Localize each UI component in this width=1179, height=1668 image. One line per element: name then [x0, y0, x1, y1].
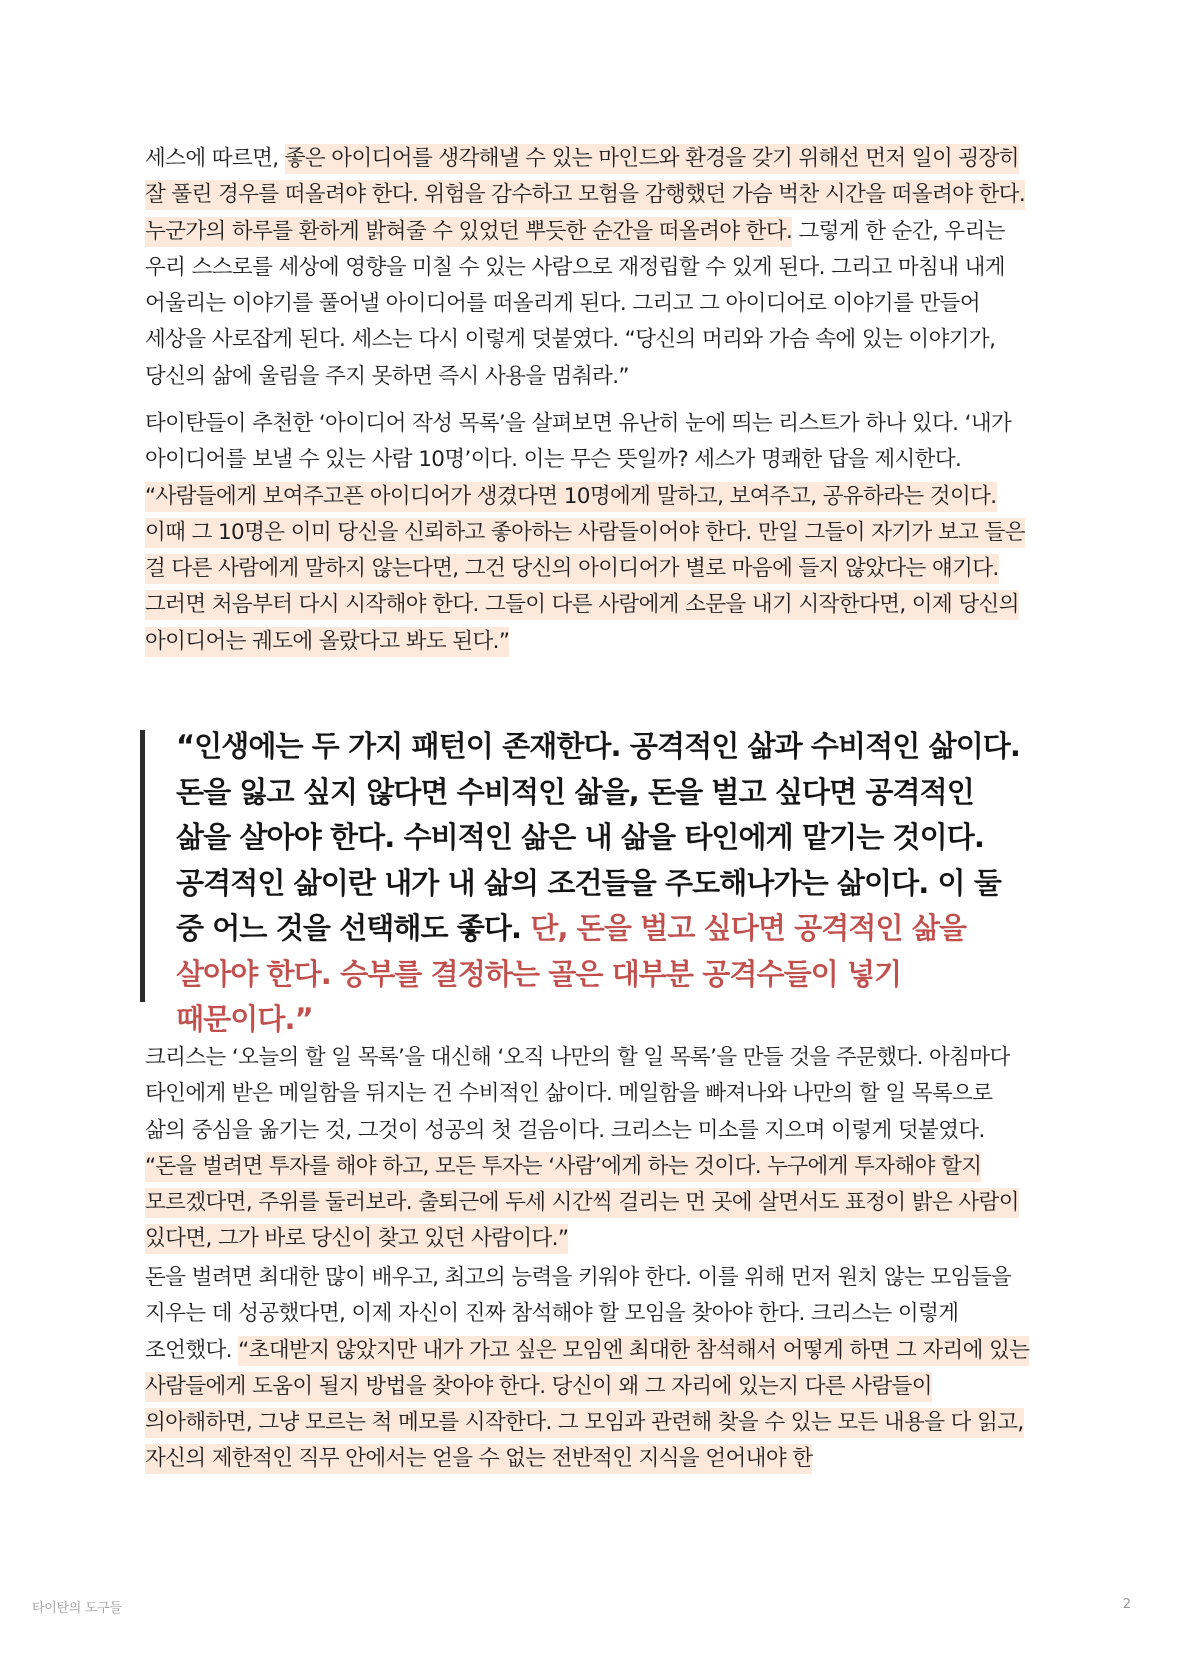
- paragraph-text: 돈을 벌려면 최대한 많이 배우고, 최고의 능력을 키워야 한다. 이를 위해 먼저 원치 않는 모임들을 지우는 데 성공했다면, 이제 자신이 진짜 참석해야 할 모임을 찾아야 한다. 크리스는 이렇게 조언했다.: [145, 1265, 1012, 1363]
- quote-bar: [140, 730, 145, 1002]
- pull-quote: [140, 729, 1040, 1036]
- paragraph-todo-list: [145, 1040, 1035, 1258]
- page-number: 2: [1122, 1597, 1131, 1612]
- highlighted-text: 좋은 아이디어를 생각해낼 수 있는 마인드와 환경을 갖기 위해선 먼저 일이 굉장히 잘 풀린 경우를 떠올려야 한다. 위험을 감수하고 모험을 감행했던 가슴 벅찬 시간을 떠올려야 한다. 누군가의 하루를 환하게 밝혀줄 수 있었던 뿌듯한 순간을 떠올려야 한다.: [145, 144, 1025, 247]
- paragraph-text: 세스에 따르면,: [145, 146, 285, 171]
- paragraph-text: 타이탄들이 추천한 ‘아이디어 작성 목록’을 살펴보면 유난히 눈에 띄는 리스트가 하나 있다. ‘내가 아이디어를 보낼 수 있는 사람 10명’이다. 이는 무슨 뜻일까? 세스가 명쾌한 답을 제시한다.: [145, 411, 1012, 473]
- highlighted-text: “사람들에게 보여주고픈 아이디어가 생겼다면 10명에게 말하고, 보여주고, 공유하라는 것이다. 이때 그 10명은 이미 당신을 신뢰하고 좋아하는 사람들이어야 한다. 만일 그들이 자기가 보고 들은 걸 다른 사람에게 말하지 않는다면, 그건 당신의 아이디어가 별로 마음에 들지 않았다는 얘기다. 그러면 처음부터 다시 시작해야 한다. 그들이 다른 사람에게 소문을 내기 시작한다면, 이제 당신의 아이디어는 궤도에 올랐다고 봐도 된다.”: [145, 482, 1025, 657]
- quote-accent-text: 단, 돈을 벌고 싶다면 공격적인 삶을 살아야 한다. 승부를 결정하는 골은 대부분 공격수들이 넣기 때문이다.”: [176, 911, 967, 1036]
- paragraph-seth-ideas: [145, 141, 1035, 395]
- highlighted-text: “초대받지 않았지만 내가 가고 싶은 모임엔 최대한 참석해서 어떻게 하면 그 자리에 있는 사람들에게 도움이 될지 방법을 찾아야 한다. 당신이 왜 그 자리에 있는지 다른 사람들이 의아해하면, 그냥 모르는 척 메모를 시작한다. 그 모임과 관련해 찾을 수 있는 모든 내용을 다 읽고, 자신의 제한적인 직무 안에서는 얻을 수 없는 전반적인 지식을 얻어내야 한: [145, 1336, 1029, 1475]
- highlighted-text: “돈을 벌려면 투자를 해야 하고, 모든 투자는 ‘사람’에게 하는 것이다. 누구에게 투자해야 할지 모르겠다면, 주위를 둘러보라. 출퇴근에 두세 시간씩 걸리는 먼 곳에 살면서도 표정이 밝은 사람이 있다면, 그가 바로 당신이 찾고 있던 사람이다.”: [145, 1152, 1019, 1255]
- quote-main-text: “인생에는 두 가지 패턴이 존재한다. 공격적인 삶과 수비적인 삶이다. 돈을 잃고 싶지 않다면 수비적인 삶을, 돈을 벌고 싶다면 공격적인 삶을 살아야 한다. 수비적인 삶은 내 삶을 타인에게 맡기는 것이다. 공격적인 삶이란 내가 내 삶의 조건들을 주도해나가는 삶이다. 이 둘 중 어느 것을 선택해도 좋다.: [176, 729, 1021, 945]
- paragraph-text: 그렇게 한 순간, 우리는 우리 스스로를 세상에 영향을 미칠 수 있는 사람으로 재정립할 수 있게 된다. 그리고 마침내 내게 어울리는 이야기를 풀어낼 아이디어를 떠올리게 된다. 그리고 그 아이디어로 이야기를 만들어 세상을 사로잡게 된다. 세스는 다시 이렇게 덧붙였다. “당신의 머리와 가슴 속에 있는 이야기가, 당신의 삶에 울림을 주지 못하면 즉시 사용을 멈춰라.”: [145, 218, 1005, 389]
- footer-book-title: 타이탄의 도구들: [32, 1601, 122, 1616]
- paragraph-text: 크리스는 ‘오늘의 할 일 목록’을 대신해 ‘오직 나만의 할 일 목록’을 만들 것을 주문했다. 아침마다 타인에게 받은 메일함을 뒤지는 건 수비적인 삶이다. 메일함을 빠져나와 나만의 할 일 목록으로 삶의 중심을 옮기는 것, 그것이 성공의 첫 걸음이다. 크리스는 미소를 지으며 이렇게 덧붙였다.: [145, 1045, 1010, 1143]
- paragraph-meetings: [145, 1260, 1035, 1478]
- paragraph-idea-list: [145, 406, 1035, 660]
- quote-text: [176, 724, 1036, 1043]
